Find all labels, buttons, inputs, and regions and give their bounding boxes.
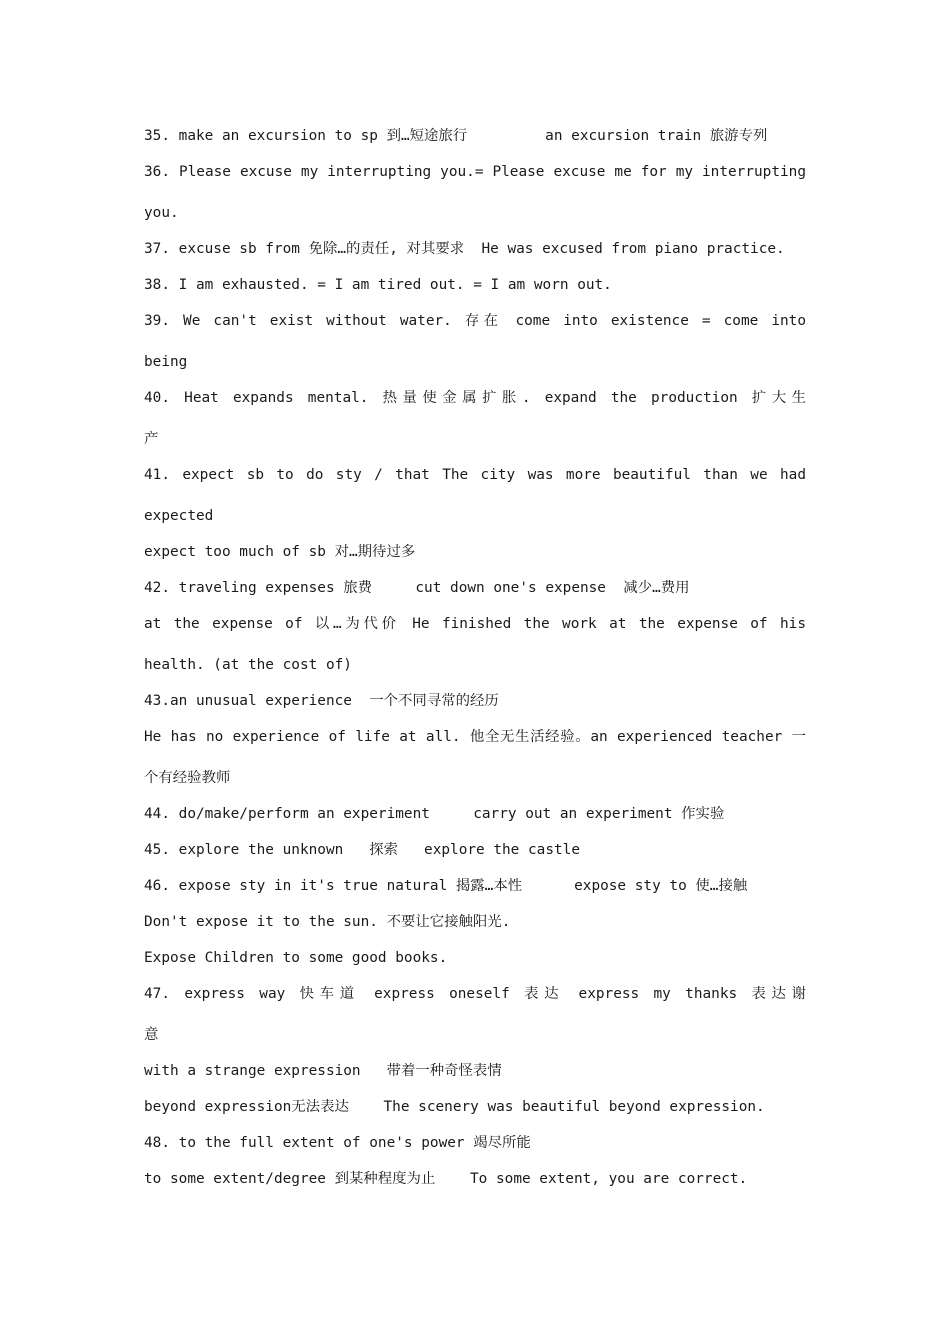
text-line: 37. excuse sb from 免除…的责任, 对其要求 He was excused from piano practice. — [144, 241, 785, 257]
text-line: 43.an unusual experience 一个不同寻常的经历 — [144, 693, 499, 709]
text-line: 44. do/make/perform an experiment carry out an experiment 作实验 — [144, 806, 725, 822]
text-line: at the expense of 以…为代价 He finished the work at the expense of his — [144, 616, 806, 632]
text-line: 46. expose sty in it's true natural 揭露…本性 expose sty to 使…接触 — [144, 878, 748, 894]
text-line: you. — [144, 205, 179, 221]
text-line: 意 — [144, 1027, 159, 1043]
text-line: 48. to the full extent of one's power 竭尽所能 — [144, 1135, 531, 1151]
text-line: Don't expose it to the sun. 不要让它接触阳光. — [144, 914, 511, 930]
text-line: 47. express way 快车道 express oneself 表达 express my thanks 表达谢 — [144, 986, 806, 1002]
text-line: expected — [144, 508, 214, 524]
text-line: health. (at the cost of) — [144, 657, 352, 673]
text-line: 35. make an excursion to sp 到…短途旅行 an excursion train 旅游专列 — [144, 128, 768, 144]
vocabulary-list — [144, 118, 806, 1197]
text-line: 41. expect sb to do sty / that The city was more beautiful than we had — [144, 467, 806, 483]
text-line: beyond expression无法表达 The scenery was beautiful beyond expression. — [144, 1099, 765, 1115]
text-line: 产 — [144, 431, 159, 447]
text-line: 36. Please excuse my interrupting you.= Please excuse me for my interrupting — [144, 164, 806, 180]
text-line: expect too much of sb 对…期待过多 — [144, 544, 416, 560]
text-line: 个有经验教师 — [144, 770, 231, 786]
text-line: with a strange expression 带着一种奇怪表情 — [144, 1063, 502, 1079]
text-line: being — [144, 354, 188, 370]
text-line: 40. Heat expands mental. 热量使金属扩胀. expand the production 扩大生 — [144, 390, 806, 406]
text-line: to some extent/degree 到某种程度为止 To some extent, you are correct. — [144, 1171, 748, 1187]
text-line: 42. traveling expenses 旅费 cut down one's expense 减少…费用 — [144, 580, 690, 596]
text-line: Expose Children to some good books. — [144, 950, 448, 966]
text-line: 45. explore the unknown 探索 explore the castle — [144, 842, 580, 858]
text-line: He has no experience of life at all. 他全无生活经验。an experienced teacher 一 — [144, 729, 806, 745]
text-line: 38. I am exhausted. = I am tired out. = I am worn out. — [144, 277, 612, 293]
text-line: 39. We can't exist without water. 存在 come into existence = come into — [144, 313, 806, 329]
